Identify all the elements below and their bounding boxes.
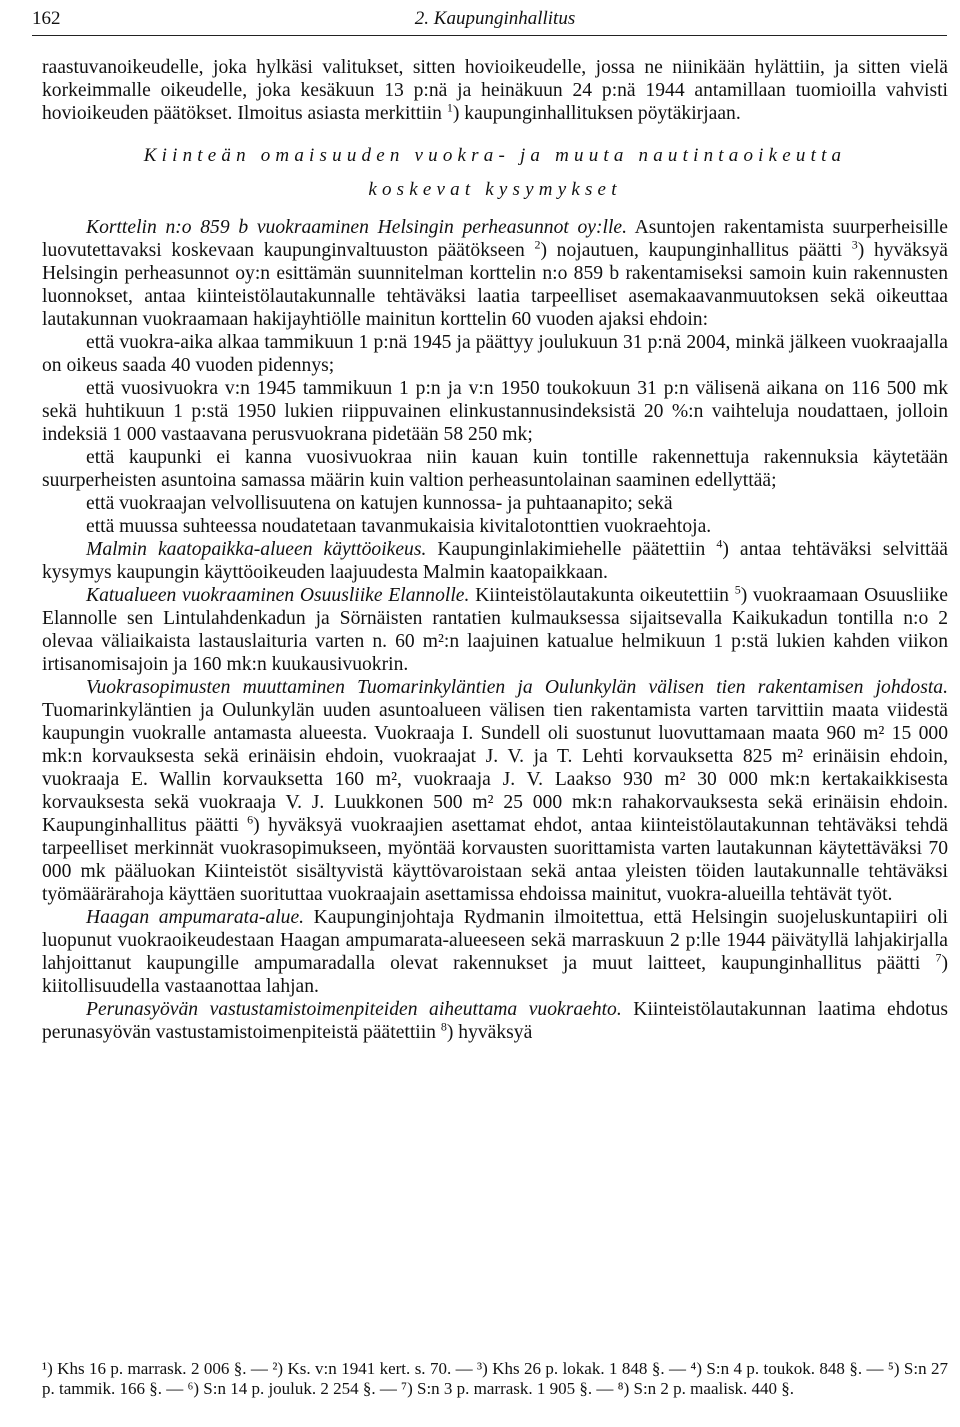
footnote-ref: 8 xyxy=(440,1019,447,1034)
condition-item: että vuosivuokra v:n 1945 tammikuun 1 p:n ja v:n 1950 toukokuun 31 p:n välisenä aikana on 116 500 mk sekä huhtikuun 1 p:stä 1950 lukien riippuvainen elinkustannusindeksistä 20 %:n vaihteluja noudattaen, jolloin indeksiä 1 000 vastaavana perusvuokrana pidetään 58 250 mk; xyxy=(42,378,948,445)
running-header xyxy=(32,8,948,32)
section-heading-line1: Kiinteän omaisuuden vuokra- ja muuta nautintaoikeutta xyxy=(143,145,847,166)
paragraph-malmin xyxy=(42,538,948,584)
paragraph-vuokrasopimusten xyxy=(42,676,948,906)
footnotes xyxy=(42,1359,948,1399)
footnote-ref: 4 xyxy=(716,536,723,551)
footnote-ref: 5 xyxy=(734,582,741,597)
paragraph-korttelin xyxy=(42,216,948,331)
paragraph-text: Kaupunginjohtaja Rydmanin ilmoitettua, että Helsingin suojeluskuntapiiri oli luopunut vuokraoikeudestaan Haagan ampumarata-alueeseen sekä marraskuun 2 p:lle 1944 päivätyllä lahjakirjalla lahjoittanut kaupungille ampumaradalla olevat rakennukset ja muut laitteet, kaupunginhallitus päätti xyxy=(42,907,948,974)
condition-item: että muussa suhteessa noudatetaan tavanmukaisia kivitalotonttien vuokraehtoja. xyxy=(86,516,712,537)
paragraph-text: ) antaa tehtäväksi selvittää kysymys kaupungin käyttöoikeuden laajuudesta Malmin kaatopaikkaan. xyxy=(42,539,949,583)
condition-item: että vuokra-aika alkaa tammikuun 1 p:nä 1945 ja päättyy joulukuun 31 p:nä 2004, minkä jälkeen vuokraajalla on oikeus saada 40 vuoden pidennys; xyxy=(42,332,948,376)
paragraph-text: ) hyväksyä Helsingin perheasunnot oy:n esittämän suunnitelman korttelin n:o 859 b rakentamiseksi samoin kuin rakennusten luonnokset, antaa kiinteistölautakunnalle tehtäväksi laatia tarpeelliset asemakaavanmuutoksen sekä oikeuttaa lautakunnan vuokraamaan hakijayhtiölle mainitun korttelin 60 vuoden ajaksi ehdoin: xyxy=(42,240,948,330)
condition-item: että kaupunki ei kanna vuosivuokraa niin kauan kuin tontille rakennettuja rakennuksia käytetään suurperheisten asuntoina samassa määrin kuin valtion perheasuntolainan saaminen edellyttää; xyxy=(42,447,948,491)
footnote-ref: 2 xyxy=(534,237,541,252)
paragraph-text: ) nojautuen, kaupunginhallitus päätti xyxy=(540,240,852,261)
section-heading-2 xyxy=(42,177,948,202)
paragraph-text: Tuomarinkyläntien ja Oulunkylän uuden asuntoalueen välisen tien rakentamista varten tarvittiin maata viidestä kaupungin vuokralle antamasta alueesta. Vuokraaja I. Sundell oli suostunut luovuttamaan maata 960 m² 15 000 mk:n korvauksesta sekä erinäisin ehdoin, vuokraajat J. V. ja T. Lehti korvauksetta 825 m² erinäisin ehdoin, vuokraaja E. Wallin korvauksetta 160 m², vuokraaja J. V. Laakso 930 m² 30 000 mk:n kertakaikkisesta korvauksesta sekä vuokraaja V. J. Luukkonen 500 m² 25 000 mk:n rahakorvauksesta sekä erinäisin ehdoin. Kaupunginhallitus päätti xyxy=(42,700,948,836)
paragraph-text: ) kiitollisuudella vastaanottaa lahjan. xyxy=(42,953,948,997)
condition-item: että vuokraajan velvollisuutena on katujen kunnossa- ja puhtaanapito; sekä xyxy=(86,493,673,514)
paragraph-text: Kiinteistölautakunnan laatima ehdotus perunasyövän vastustamistoimenpiteistä päätettiin xyxy=(42,999,948,1043)
paragraph-text: Kaupunginlakimiehelle päätettiin xyxy=(426,539,717,560)
intro-text-after: ) kaupunginhallituksen pöytäkirjaan. xyxy=(452,103,741,124)
paragraph-text: ) vuokraamaan Osuusliike Elannolle sen Lintulahdenkadun ja Sörnäisten rantatien kulmauksessa sijaitsevalla Kaikukadun tontilla n:o 2 olevaa väliaikaista lastauslaituria varten n. 60 m²:n laajuinen katualue helmikuun 1 p:stä lukien kahden viikon irtisanomisajoin ja 160 mk:n kuukausivuokrin. xyxy=(42,585,949,675)
paragraph-text: Asuntojen rakentamista suurperheisille luovutettavaksi koskevaan kaupunginvaltuuston päätökseen xyxy=(42,217,948,261)
paragraph-title: Katualueen vuokraaminen Osuusliike Elannolle. xyxy=(86,585,470,606)
section-title: 2. Kaupunginhallitus xyxy=(414,8,576,29)
paragraph-text: ) hyväksyä vuokraajien asettamat ehdot, antaa kiinteistölautakunnan tehtäväksi tehdä tarpeelliset merkinnät vuokrasopimukseen, myöntää korvausten suorittamista varten lautakunnan käytettäväksi 70 000 mk pääluokan Kiinteistöt sisältyvistä käyttövaroistaan sekä antaa yleisten töiden lautakunnalle tehtäväksi työmäärärahoja käyttäen suorituttaa vuokraajain asettamissa ehdoissa mainitut, vuokra-alueilla tehtävät työt. xyxy=(42,815,948,905)
page-number: 162 xyxy=(32,8,61,29)
paragraph-perunasyovan xyxy=(42,998,948,1044)
paragraph-title: Haagan ampumarata-alue. xyxy=(86,907,305,928)
header-rule xyxy=(32,35,947,36)
paragraph-title: Vuokrasopimusten muuttaminen Tuomarinkyläntien ja Oulunkylän välisen tien rakentamisen johdosta. xyxy=(86,677,948,698)
intro-text: raastuvanoikeudelle, joka hylkäsi valitukset, sitten hovioikeudelle, jossa ne niinikään hylättiin, ja sitten vielä korkeimmalle oikeudelle, joka kesäkuun 13 p:nä ja heinäkuun 24 p:nä 1944 antamillaan tuomioilla vahvisti hovioikeuden päätökset. Ilmoitus asiasta merkittiin xyxy=(42,57,948,124)
paragraph-text: ) hyväksyä xyxy=(446,1022,533,1043)
footnote-text: ¹) Khs 16 p. marrask. 2 006 §. — ²) Ks. v:n 1941 kert. s. 70. — ³) Khs 26 p. lokak. 1 848 §. — ⁴) S:n 4 p. toukok. 848 §. — ⁵) S:n 27 p. tammik. 166 §. — ⁶) S:n 14 p. jouluk. 2 254 §. — ⁷) S:n 3 p. marrask. 1 905 §. — ⁸) S:n 2 p. maalisk. 440 §. xyxy=(42,1359,948,1398)
footnote-ref: 3 xyxy=(851,237,858,252)
paragraph-text: Kiinteistölautakunta oikeutettiin xyxy=(469,585,735,606)
section-heading xyxy=(42,143,948,168)
body-text xyxy=(42,56,948,1044)
section-heading-line2: koskevat kysymykset xyxy=(368,179,622,200)
footnote-ref: 1 xyxy=(446,100,453,115)
footnote-ref: 7 xyxy=(935,950,942,965)
intro-paragraph xyxy=(42,56,948,125)
paragraph-title: Korttelin n:o 859 b vuokraaminen Helsingin perheasunnot oy:lle. xyxy=(86,217,627,238)
paragraph-katualueen xyxy=(42,584,948,676)
paragraph-title: Malmin kaatopaikka-alueen käyttöoikeus. xyxy=(86,539,427,560)
footnote-ref: 6 xyxy=(247,812,254,827)
paragraph-title: Perunasyövän vastustamistoimenpiteiden aiheuttama vuokraehto. xyxy=(86,999,622,1020)
paragraph-haagan xyxy=(42,906,948,998)
